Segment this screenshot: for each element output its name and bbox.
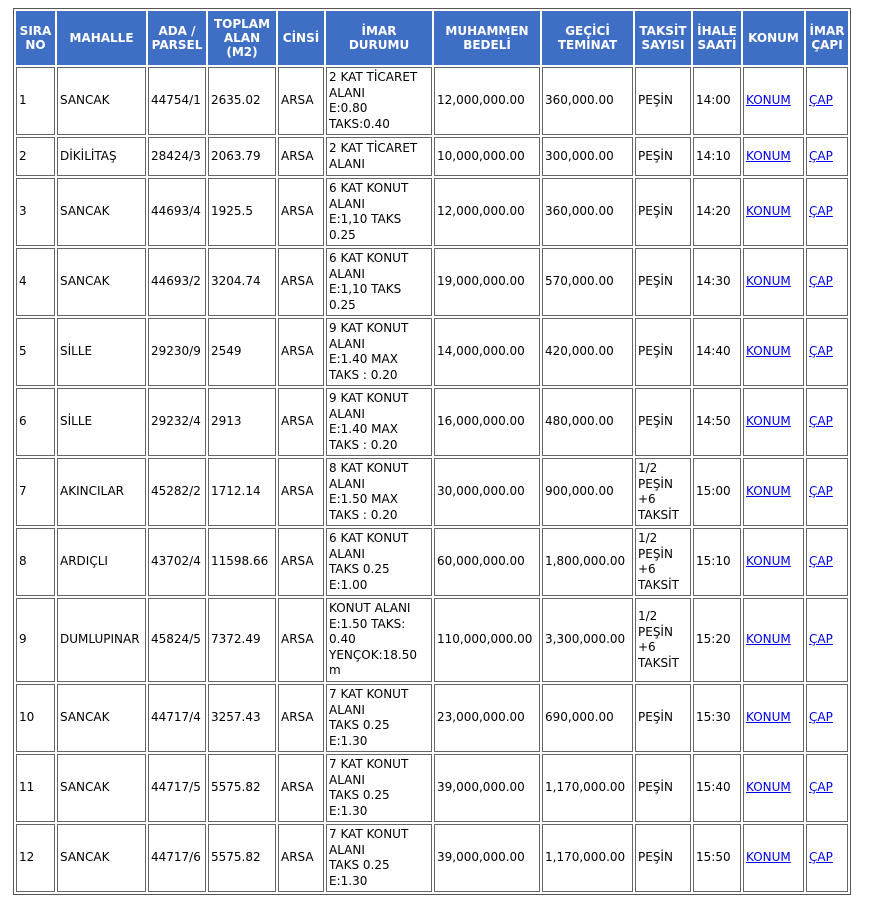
header-ihale-saati-line: İHALE bbox=[697, 24, 737, 38]
imar-durumu-cell bbox=[326, 388, 432, 456]
sira-no-cell: 11 bbox=[16, 754, 55, 822]
konum-link-cell bbox=[743, 248, 804, 316]
imar-capi-link-cell bbox=[806, 598, 848, 682]
ada-parsel-cell: 44717/5 bbox=[148, 754, 206, 822]
toplam-alan-cell: 11598.66 bbox=[208, 528, 276, 596]
imar-durumu-cell bbox=[326, 684, 432, 752]
taksit-sayisi-cell-line: PEŞİN bbox=[638, 204, 673, 219]
imar-capi-link-cell bbox=[806, 754, 848, 822]
sira-no-cell: 1 bbox=[16, 67, 55, 135]
header-cinsi-line: CİNSİ bbox=[282, 31, 320, 45]
imar-durumu-cell-line: E:0.80 bbox=[329, 101, 368, 115]
table-row bbox=[16, 137, 848, 176]
imar-durumu-cell-line: E:1.50 MAX bbox=[329, 492, 398, 506]
toplam-alan-cell: 5575.82 bbox=[208, 824, 276, 892]
sira-no-cell: 2 bbox=[16, 137, 55, 176]
header-toplam-alan-line: (M2) bbox=[226, 45, 258, 59]
imar-capi-link-cell bbox=[806, 248, 848, 316]
mahalle-cell: DİKİLİTAŞ bbox=[57, 137, 146, 176]
muhammen-bedeli-cell: 110,000,000.00 bbox=[434, 598, 540, 682]
muhammen-bedeli-cell: 12,000,000.00 bbox=[434, 178, 540, 246]
taksit-sayisi-cell-line: PEŞİN bbox=[638, 710, 673, 725]
muhammen-bedeli-cell: 14,000,000.00 bbox=[434, 318, 540, 386]
mahalle-cell: SANCAK bbox=[57, 248, 146, 316]
muhammen-bedeli-cell: 16,000,000.00 bbox=[434, 388, 540, 456]
taksit-sayisi-cell-line: PEŞİN bbox=[638, 274, 673, 289]
table-row bbox=[16, 458, 848, 526]
table-row bbox=[16, 824, 848, 892]
header-imar-durumu-line: DURUMU bbox=[348, 38, 410, 52]
imar-durumu-cell bbox=[326, 248, 432, 316]
gecici-teminat-cell: 1,800,000.00 bbox=[542, 528, 633, 596]
konum-link[interactable]: KONUM bbox=[746, 93, 791, 108]
imar-durumu-cell-line: E:1.40 MAX bbox=[329, 352, 398, 366]
imar-durumu-cell-line: ALANI bbox=[329, 772, 365, 787]
taksit-sayisi-cell-line: PEŞİN bbox=[638, 93, 673, 108]
taksit-sayisi-cell-line: PEŞİN bbox=[638, 546, 673, 561]
header-muhammen-bedeli bbox=[434, 11, 540, 65]
table-row bbox=[16, 318, 848, 386]
header-muhammen-bedeli-line: MUHAMMEN bbox=[445, 24, 529, 38]
konum-link[interactable]: KONUM bbox=[746, 632, 791, 647]
ada-parsel-cell: 29232/4 bbox=[148, 388, 206, 456]
muhammen-bedeli-cell: 60,000,000.00 bbox=[434, 528, 540, 596]
taksit-sayisi-cell bbox=[635, 178, 691, 246]
imar-durumu-cell-line: 2 KAT TİCARET bbox=[329, 141, 418, 155]
table-header-row bbox=[16, 11, 848, 65]
header-mahalle bbox=[57, 11, 146, 65]
header-taksit-sayisi bbox=[635, 11, 691, 65]
taksit-sayisi-cell bbox=[635, 388, 691, 456]
konum-link-cell bbox=[743, 178, 804, 246]
taksit-sayisi-cell bbox=[635, 67, 691, 135]
imar-durumu-cell bbox=[326, 458, 432, 526]
konum-link[interactable]: KONUM bbox=[746, 850, 791, 865]
mahalle-cell: DUMLUPINAR bbox=[57, 598, 146, 682]
header-ihale-saati-line: SAATİ bbox=[697, 38, 737, 52]
ihale-saati-cell: 14:10 bbox=[693, 137, 741, 176]
imar-capi-link-cell bbox=[806, 684, 848, 752]
header-sira-no bbox=[16, 11, 55, 65]
gecici-teminat-cell: 300,000.00 bbox=[542, 137, 633, 176]
taksit-sayisi-cell bbox=[635, 824, 691, 892]
imar-durumu-cell bbox=[326, 178, 432, 246]
ihale-saati-cell: 15:40 bbox=[693, 754, 741, 822]
gecici-teminat-cell: 1,170,000.00 bbox=[542, 824, 633, 892]
gecici-teminat-cell: 480,000.00 bbox=[542, 388, 633, 456]
cinsi-cell: ARSA bbox=[278, 754, 324, 822]
muhammen-bedeli-cell: 39,000,000.00 bbox=[434, 754, 540, 822]
taksit-sayisi-cell-line: PEŞİN bbox=[638, 414, 673, 429]
ihale-saati-cell: 15:20 bbox=[693, 598, 741, 682]
muhammen-bedeli-cell: 19,000,000.00 bbox=[434, 248, 540, 316]
cinsi-cell: ARSA bbox=[278, 67, 324, 135]
imar-durumu-cell-line: TAKS 0.25 bbox=[329, 788, 390, 802]
imar-capi-link[interactable]: ÇAP bbox=[809, 274, 833, 289]
ada-parsel-cell: 29230/9 bbox=[148, 318, 206, 386]
imar-durumu-cell-line: E:1.30 bbox=[329, 803, 368, 818]
imar-capi-link[interactable]: ÇAP bbox=[809, 344, 833, 359]
ihale-saati-cell: 14:20 bbox=[693, 178, 741, 246]
imar-durumu-cell-line: ALANI bbox=[329, 406, 365, 421]
imar-capi-link[interactable]: ÇAP bbox=[809, 850, 833, 865]
konum-link[interactable]: KONUM bbox=[746, 148, 791, 163]
imar-durumu-cell-line: ALANI bbox=[329, 266, 365, 281]
header-muhammen-bedeli-line: BEDELİ bbox=[463, 38, 511, 52]
ada-parsel-cell: 45282/2 bbox=[148, 458, 206, 526]
header-taksit-sayisi-line: SAYISI bbox=[641, 38, 685, 52]
taksit-sayisi-cell bbox=[635, 684, 691, 752]
ada-parsel-cell: 44717/6 bbox=[148, 824, 206, 892]
imar-durumu-cell-line: ALANI bbox=[329, 156, 365, 171]
imar-durumu-cell-line: 7 KAT KONUT bbox=[329, 827, 409, 841]
imar-capi-link[interactable]: ÇAP bbox=[809, 484, 833, 499]
imar-capi-link[interactable]: ÇAP bbox=[809, 710, 833, 725]
sira-no-cell: 5 bbox=[16, 318, 55, 386]
imar-durumu-cell-line: TAKS 0.25 bbox=[329, 562, 390, 576]
konum-link-cell bbox=[743, 458, 804, 526]
ihale-saati-cell: 14:00 bbox=[693, 67, 741, 135]
mahalle-cell: SANCAK bbox=[57, 67, 146, 135]
imar-durumu-cell-line: TAKS 0.25 bbox=[329, 718, 390, 732]
konum-link-cell bbox=[743, 598, 804, 682]
taksit-sayisi-cell-line: TAKSİT bbox=[638, 507, 679, 522]
mahalle-cell: ARDIÇLI bbox=[57, 528, 146, 596]
imar-capi-link-cell bbox=[806, 137, 848, 176]
mahalle-cell: SİLLE bbox=[57, 388, 146, 456]
gecici-teminat-cell: 420,000.00 bbox=[542, 318, 633, 386]
imar-durumu-cell-line: E:1.30 bbox=[329, 873, 368, 888]
imar-durumu-cell-line: TAKS : 0.20 bbox=[329, 437, 398, 452]
konum-link-cell bbox=[743, 318, 804, 386]
imar-capi-link-cell bbox=[806, 528, 848, 596]
mahalle-cell: SANCAK bbox=[57, 684, 146, 752]
imar-durumu-cell bbox=[326, 318, 432, 386]
imar-capi-link-cell bbox=[806, 318, 848, 386]
gecici-teminat-cell: 570,000.00 bbox=[542, 248, 633, 316]
header-konum bbox=[743, 11, 804, 65]
imar-durumu-cell bbox=[326, 598, 432, 682]
toplam-alan-cell: 2549 bbox=[208, 318, 276, 386]
table-row bbox=[16, 178, 848, 246]
ihale-saati-cell: 15:10 bbox=[693, 528, 741, 596]
table-row bbox=[16, 388, 848, 456]
taksit-sayisi-cell bbox=[635, 598, 691, 682]
toplam-alan-cell: 5575.82 bbox=[208, 754, 276, 822]
ada-parsel-cell: 44693/4 bbox=[148, 178, 206, 246]
imar-durumu-cell-line: ALANI bbox=[329, 702, 365, 717]
cinsi-cell: ARSA bbox=[278, 388, 324, 456]
header-cinsi bbox=[278, 11, 324, 65]
taksit-sayisi-cell bbox=[635, 528, 691, 596]
imar-durumu-cell-line: 0.25 bbox=[329, 297, 356, 312]
toplam-alan-cell: 1712.14 bbox=[208, 458, 276, 526]
sira-no-cell: 12 bbox=[16, 824, 55, 892]
imar-durumu-cell-line: 6 KAT KONUT bbox=[329, 531, 409, 545]
imar-capi-link[interactable]: ÇAP bbox=[809, 414, 833, 429]
sira-no-cell: 10 bbox=[16, 684, 55, 752]
taksit-sayisi-cell bbox=[635, 458, 691, 526]
ihale-saati-cell: 14:30 bbox=[693, 248, 741, 316]
header-imar-capi-line: İMAR bbox=[809, 24, 845, 38]
cinsi-cell: ARSA bbox=[278, 824, 324, 892]
imar-durumu-cell-line: 6 KAT KONUT bbox=[329, 251, 409, 265]
toplam-alan-cell: 1925.5 bbox=[208, 178, 276, 246]
ada-parsel-cell: 43702/4 bbox=[148, 528, 206, 596]
imar-durumu-cell-line: 7 KAT KONUT bbox=[329, 757, 409, 771]
header-toplam-alan-line: ALAN bbox=[223, 31, 261, 45]
muhammen-bedeli-cell: 39,000,000.00 bbox=[434, 824, 540, 892]
imar-durumu-cell-line: 9 KAT KONUT bbox=[329, 321, 409, 335]
header-ada-parsel bbox=[148, 11, 206, 65]
imar-durumu-cell-line: E:1.40 MAX bbox=[329, 422, 398, 436]
imar-durumu-cell-line: m bbox=[329, 663, 341, 678]
konum-link-cell bbox=[743, 824, 804, 892]
header-taksit-sayisi-line: TAKSİT bbox=[639, 24, 687, 38]
imar-durumu-cell-line: ALANI bbox=[329, 842, 365, 857]
imar-capi-link[interactable]: ÇAP bbox=[809, 632, 833, 647]
cinsi-cell: ARSA bbox=[278, 598, 324, 682]
imar-durumu-cell-line: 8 KAT KONUT bbox=[329, 461, 409, 475]
imar-durumu-cell-line: YENÇOK:18.50 bbox=[329, 647, 417, 662]
header-toplam-alan bbox=[208, 11, 276, 65]
table-row bbox=[16, 248, 848, 316]
konum-link[interactable]: KONUM bbox=[746, 780, 791, 795]
imar-capi-link-cell bbox=[806, 67, 848, 135]
imar-capi-link[interactable]: ÇAP bbox=[809, 204, 833, 219]
header-mahalle-line: MAHALLE bbox=[69, 31, 134, 45]
header-konum-line: KONUM bbox=[748, 31, 799, 45]
konum-link-cell bbox=[743, 754, 804, 822]
header-gecici-teminat-line: GEÇİCİ bbox=[565, 24, 610, 38]
konum-link[interactable]: KONUM bbox=[746, 274, 791, 289]
table-row bbox=[16, 754, 848, 822]
toplam-alan-cell: 2063.79 bbox=[208, 137, 276, 176]
imar-durumu-cell-line: 0.40 bbox=[329, 632, 356, 647]
konum-link-cell bbox=[743, 388, 804, 456]
ada-parsel-cell: 28424/3 bbox=[148, 137, 206, 176]
ada-parsel-cell: 44717/4 bbox=[148, 684, 206, 752]
sira-no-cell: 3 bbox=[16, 178, 55, 246]
imar-durumu-cell-line: ALANI bbox=[329, 85, 365, 100]
table-row bbox=[16, 684, 848, 752]
sira-no-cell: 9 bbox=[16, 598, 55, 682]
table-row bbox=[16, 528, 848, 596]
cinsi-cell: ARSA bbox=[278, 684, 324, 752]
taksit-sayisi-cell-line: 1/2 bbox=[638, 609, 658, 623]
gecici-teminat-cell: 360,000.00 bbox=[542, 178, 633, 246]
header-imar-capi bbox=[806, 11, 848, 65]
ada-parsel-cell: 44754/1 bbox=[148, 67, 206, 135]
konum-link[interactable]: KONUM bbox=[746, 344, 791, 359]
imar-durumu-cell-line: ALANI bbox=[329, 336, 365, 351]
taksit-sayisi-cell-line: TAKSİT bbox=[638, 655, 679, 670]
konum-link[interactable]: KONUM bbox=[746, 710, 791, 725]
muhammen-bedeli-cell: 12,000,000.00 bbox=[434, 67, 540, 135]
konum-link[interactable]: KONUM bbox=[746, 554, 791, 569]
cinsi-cell: ARSA bbox=[278, 248, 324, 316]
imar-durumu-cell-line: KONUT ALANI bbox=[329, 601, 411, 616]
ada-parsel-cell: 44693/2 bbox=[148, 248, 206, 316]
toplam-alan-cell: 3204.74 bbox=[208, 248, 276, 316]
cinsi-cell: ARSA bbox=[278, 178, 324, 246]
ihale-saati-cell: 15:50 bbox=[693, 824, 741, 892]
konum-link-cell bbox=[743, 528, 804, 596]
mahalle-cell: SİLLE bbox=[57, 318, 146, 386]
header-imar-durumu bbox=[326, 11, 432, 65]
imar-durumu-cell-line: TAKS : 0.20 bbox=[329, 367, 398, 382]
taksit-sayisi-cell bbox=[635, 318, 691, 386]
header-ada-parsel-line: PARSEL bbox=[151, 38, 203, 52]
taksit-sayisi-cell-line: PEŞİN bbox=[638, 624, 673, 639]
imar-durumu-cell bbox=[326, 754, 432, 822]
imar-capi-link[interactable]: ÇAP bbox=[809, 93, 833, 108]
toplam-alan-cell: 3257.43 bbox=[208, 684, 276, 752]
auction-table-wrapper bbox=[13, 8, 851, 895]
header-sira-no-line: NO bbox=[25, 38, 46, 52]
toplam-alan-cell: 2913 bbox=[208, 388, 276, 456]
table-row bbox=[16, 67, 848, 135]
konum-link[interactable]: KONUM bbox=[746, 484, 791, 499]
imar-durumu-cell-line: E:1,10 TAKS bbox=[329, 212, 402, 226]
cinsi-cell: ARSA bbox=[278, 318, 324, 386]
taksit-sayisi-cell-line: PEŞİN bbox=[638, 850, 673, 865]
imar-durumu-cell-line: 7 KAT KONUT bbox=[329, 687, 409, 701]
imar-durumu-cell bbox=[326, 67, 432, 135]
land-auction-table bbox=[13, 8, 851, 895]
toplam-alan-cell: 2635.02 bbox=[208, 67, 276, 135]
gecici-teminat-cell: 360,000.00 bbox=[542, 67, 633, 135]
table-row bbox=[16, 598, 848, 682]
imar-durumu-cell bbox=[326, 824, 432, 892]
taksit-sayisi-cell-line: 1/2 bbox=[638, 461, 658, 475]
header-imar-capi-line: ÇAPI bbox=[811, 38, 843, 52]
taksit-sayisi-cell-line: TAKSİT bbox=[638, 577, 679, 592]
taksit-sayisi-cell bbox=[635, 754, 691, 822]
imar-durumu-cell-line: E:1.50 TAKS: bbox=[329, 616, 406, 631]
imar-durumu-cell-line: ALANI bbox=[329, 476, 365, 491]
imar-durumu-cell-line: TAKS:0.40 bbox=[329, 116, 390, 131]
muhammen-bedeli-cell: 30,000,000.00 bbox=[434, 458, 540, 526]
taksit-sayisi-cell-line: PEŞİN bbox=[638, 148, 673, 163]
konum-link-cell bbox=[743, 137, 804, 176]
muhammen-bedeli-cell: 10,000,000.00 bbox=[434, 137, 540, 176]
toplam-alan-cell: 7372.49 bbox=[208, 598, 276, 682]
imar-capi-link-cell bbox=[806, 388, 848, 456]
konum-link[interactable]: KONUM bbox=[746, 204, 791, 219]
imar-durumu-cell-line: 9 KAT KONUT bbox=[329, 391, 409, 405]
gecici-teminat-cell: 1,170,000.00 bbox=[542, 754, 633, 822]
cinsi-cell: ARSA bbox=[278, 458, 324, 526]
imar-durumu-cell-line: TAKS 0.25 bbox=[329, 858, 390, 872]
taksit-sayisi-cell-line: +6 bbox=[638, 640, 656, 654]
mahalle-cell: AKINCILAR bbox=[57, 458, 146, 526]
muhammen-bedeli-cell: 23,000,000.00 bbox=[434, 684, 540, 752]
imar-durumu-cell-line: 2 KAT TİCARET bbox=[329, 70, 418, 84]
imar-capi-link[interactable]: ÇAP bbox=[809, 554, 833, 569]
imar-durumu-cell bbox=[326, 137, 432, 176]
imar-durumu-cell-line: 6 KAT KONUT bbox=[329, 181, 409, 195]
taksit-sayisi-cell-line: 1/2 bbox=[638, 531, 658, 545]
imar-durumu-cell-line: ALANI bbox=[329, 196, 365, 211]
header-ada-parsel-line: ADA / bbox=[158, 24, 196, 38]
header-toplam-alan-line: TOPLAM bbox=[213, 17, 271, 31]
sira-no-cell: 7 bbox=[16, 458, 55, 526]
imar-capi-link-cell bbox=[806, 458, 848, 526]
header-imar-durumu-line: İMAR bbox=[361, 24, 397, 38]
gecici-teminat-cell: 3,300,000.00 bbox=[542, 598, 633, 682]
gecici-teminat-cell: 690,000.00 bbox=[542, 684, 633, 752]
konum-link-cell bbox=[743, 684, 804, 752]
taksit-sayisi-cell-line: PEŞİN bbox=[638, 476, 673, 491]
ihale-saati-cell: 14:40 bbox=[693, 318, 741, 386]
sira-no-cell: 4 bbox=[16, 248, 55, 316]
sira-no-cell: 6 bbox=[16, 388, 55, 456]
mahalle-cell: SANCAK bbox=[57, 178, 146, 246]
imar-capi-link-cell bbox=[806, 824, 848, 892]
sira-no-cell: 8 bbox=[16, 528, 55, 596]
imar-durumu-cell bbox=[326, 528, 432, 596]
imar-durumu-cell-line: ALANI bbox=[329, 546, 365, 561]
mahalle-cell: SANCAK bbox=[57, 754, 146, 822]
cinsi-cell: ARSA bbox=[278, 137, 324, 176]
konum-link-cell bbox=[743, 67, 804, 135]
ihale-saati-cell: 15:30 bbox=[693, 684, 741, 752]
header-gecici-teminat bbox=[542, 11, 633, 65]
ihale-saati-cell: 15:00 bbox=[693, 458, 741, 526]
header-gecici-teminat-line: TEMİNAT bbox=[557, 38, 618, 52]
imar-capi-link-cell bbox=[806, 178, 848, 246]
header-sira-no-line: SIRA bbox=[19, 24, 52, 38]
taksit-sayisi-cell-line: +6 bbox=[638, 492, 656, 506]
imar-capi-link[interactable]: ÇAP bbox=[809, 780, 833, 795]
imar-durumu-cell-line: E:1.00 bbox=[329, 577, 368, 592]
imar-durumu-cell-line: E:1.30 bbox=[329, 733, 368, 748]
imar-durumu-cell-line: TAKS : 0.20 bbox=[329, 507, 398, 522]
taksit-sayisi-cell-line: PEŞİN bbox=[638, 780, 673, 795]
imar-capi-link[interactable]: ÇAP bbox=[809, 148, 833, 163]
taksit-sayisi-cell-line: PEŞİN bbox=[638, 344, 673, 359]
ada-parsel-cell: 45824/5 bbox=[148, 598, 206, 682]
imar-durumu-cell-line: E:1,10 TAKS bbox=[329, 282, 402, 296]
taksit-sayisi-cell bbox=[635, 248, 691, 316]
ihale-saati-cell: 14:50 bbox=[693, 388, 741, 456]
konum-link[interactable]: KONUM bbox=[746, 414, 791, 429]
gecici-teminat-cell: 900,000.00 bbox=[542, 458, 633, 526]
imar-durumu-cell-line: 0.25 bbox=[329, 227, 356, 242]
cinsi-cell: ARSA bbox=[278, 528, 324, 596]
mahalle-cell: SANCAK bbox=[57, 824, 146, 892]
taksit-sayisi-cell bbox=[635, 137, 691, 176]
header-ihale-saati bbox=[693, 11, 741, 65]
taksit-sayisi-cell-line: +6 bbox=[638, 562, 656, 576]
